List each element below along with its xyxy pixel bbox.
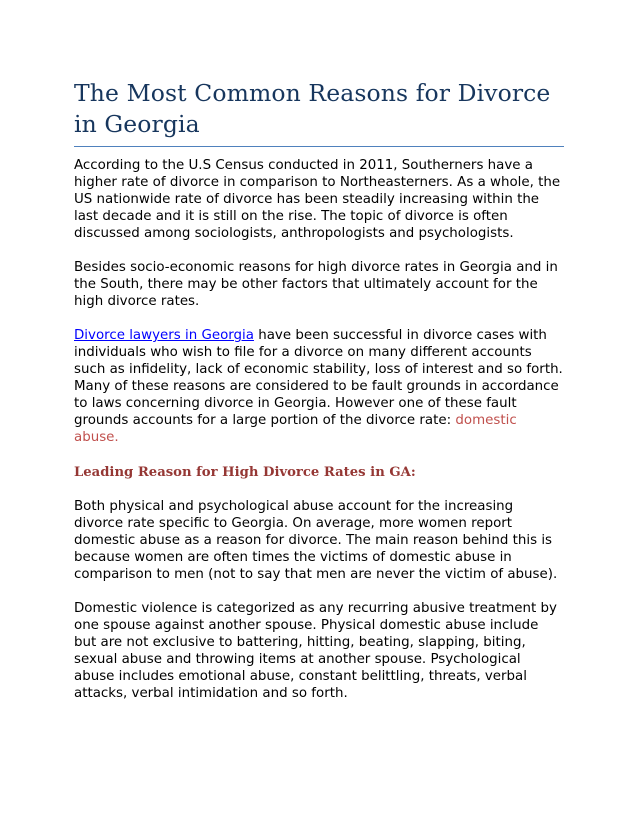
document-title: The Most Common Reasons for Divorce in Georgia — [74, 78, 564, 147]
domestic-abuse-highlight: domestic abuse. — [74, 413, 517, 445]
paragraph-lawyers-text: have been successful in divorce cases with individuals who wish to file for a divorce on many different accounts such as infidelity, lack of economic stability, loss of interest and so forth. Many of these reasons are considered to be fault grounds in accordance to laws concerning divorce in Georgia. However one of these fault grounds accounts for a large portion of the divorce rate: — [74, 328, 563, 428]
paragraph-domestic-violence: Domestic violence is categorized as any recurring abusive treatment by one spouse against another spouse. Physical domestic abuse include but are not exclusive to battering, hitting, beating, slapping, biting, sexual abuse and throwing items at another spouse. Psychological abuse includes emotional abuse, constant belittling, threats, verbal attacks, verbal intimidation and so forth. — [74, 601, 557, 701]
paragraph-socio-economic: Besides socio-economic reasons for high divorce rates in Georgia and in the South, there may be other factors that ultimately account for the high divorce rates. — [74, 260, 558, 309]
document-page — [74, 78, 564, 702]
divorce-lawyers-link[interactable]: Divorce lawyers in Georgia — [74, 328, 254, 343]
paragraph-abuse: Both physical and psychological abuse account for the increasing divorce rate specific to Georgia. On average, more women report domestic abuse as a reason for divorce. The main reason behind this is because women are often times the victims of domestic abuse in comparison to men (not to say that men are never the victim of abuse). — [74, 499, 558, 582]
paragraph-census: According to the U.S Census conducted in 2011, Southerners have a higher rate of divorce in comparison to Northeasterners. As a whole, the US nationwide rate of divorce has been steadily increasing within the last decade and it is still on the rise. The topic of divorce is often discussed among sociologists, anthropologists and psychologists. — [74, 158, 561, 241]
paragraph-lawyers — [74, 327, 564, 446]
section-heading: Leading Reason for High Divorce Rates in GA: — [74, 465, 416, 480]
